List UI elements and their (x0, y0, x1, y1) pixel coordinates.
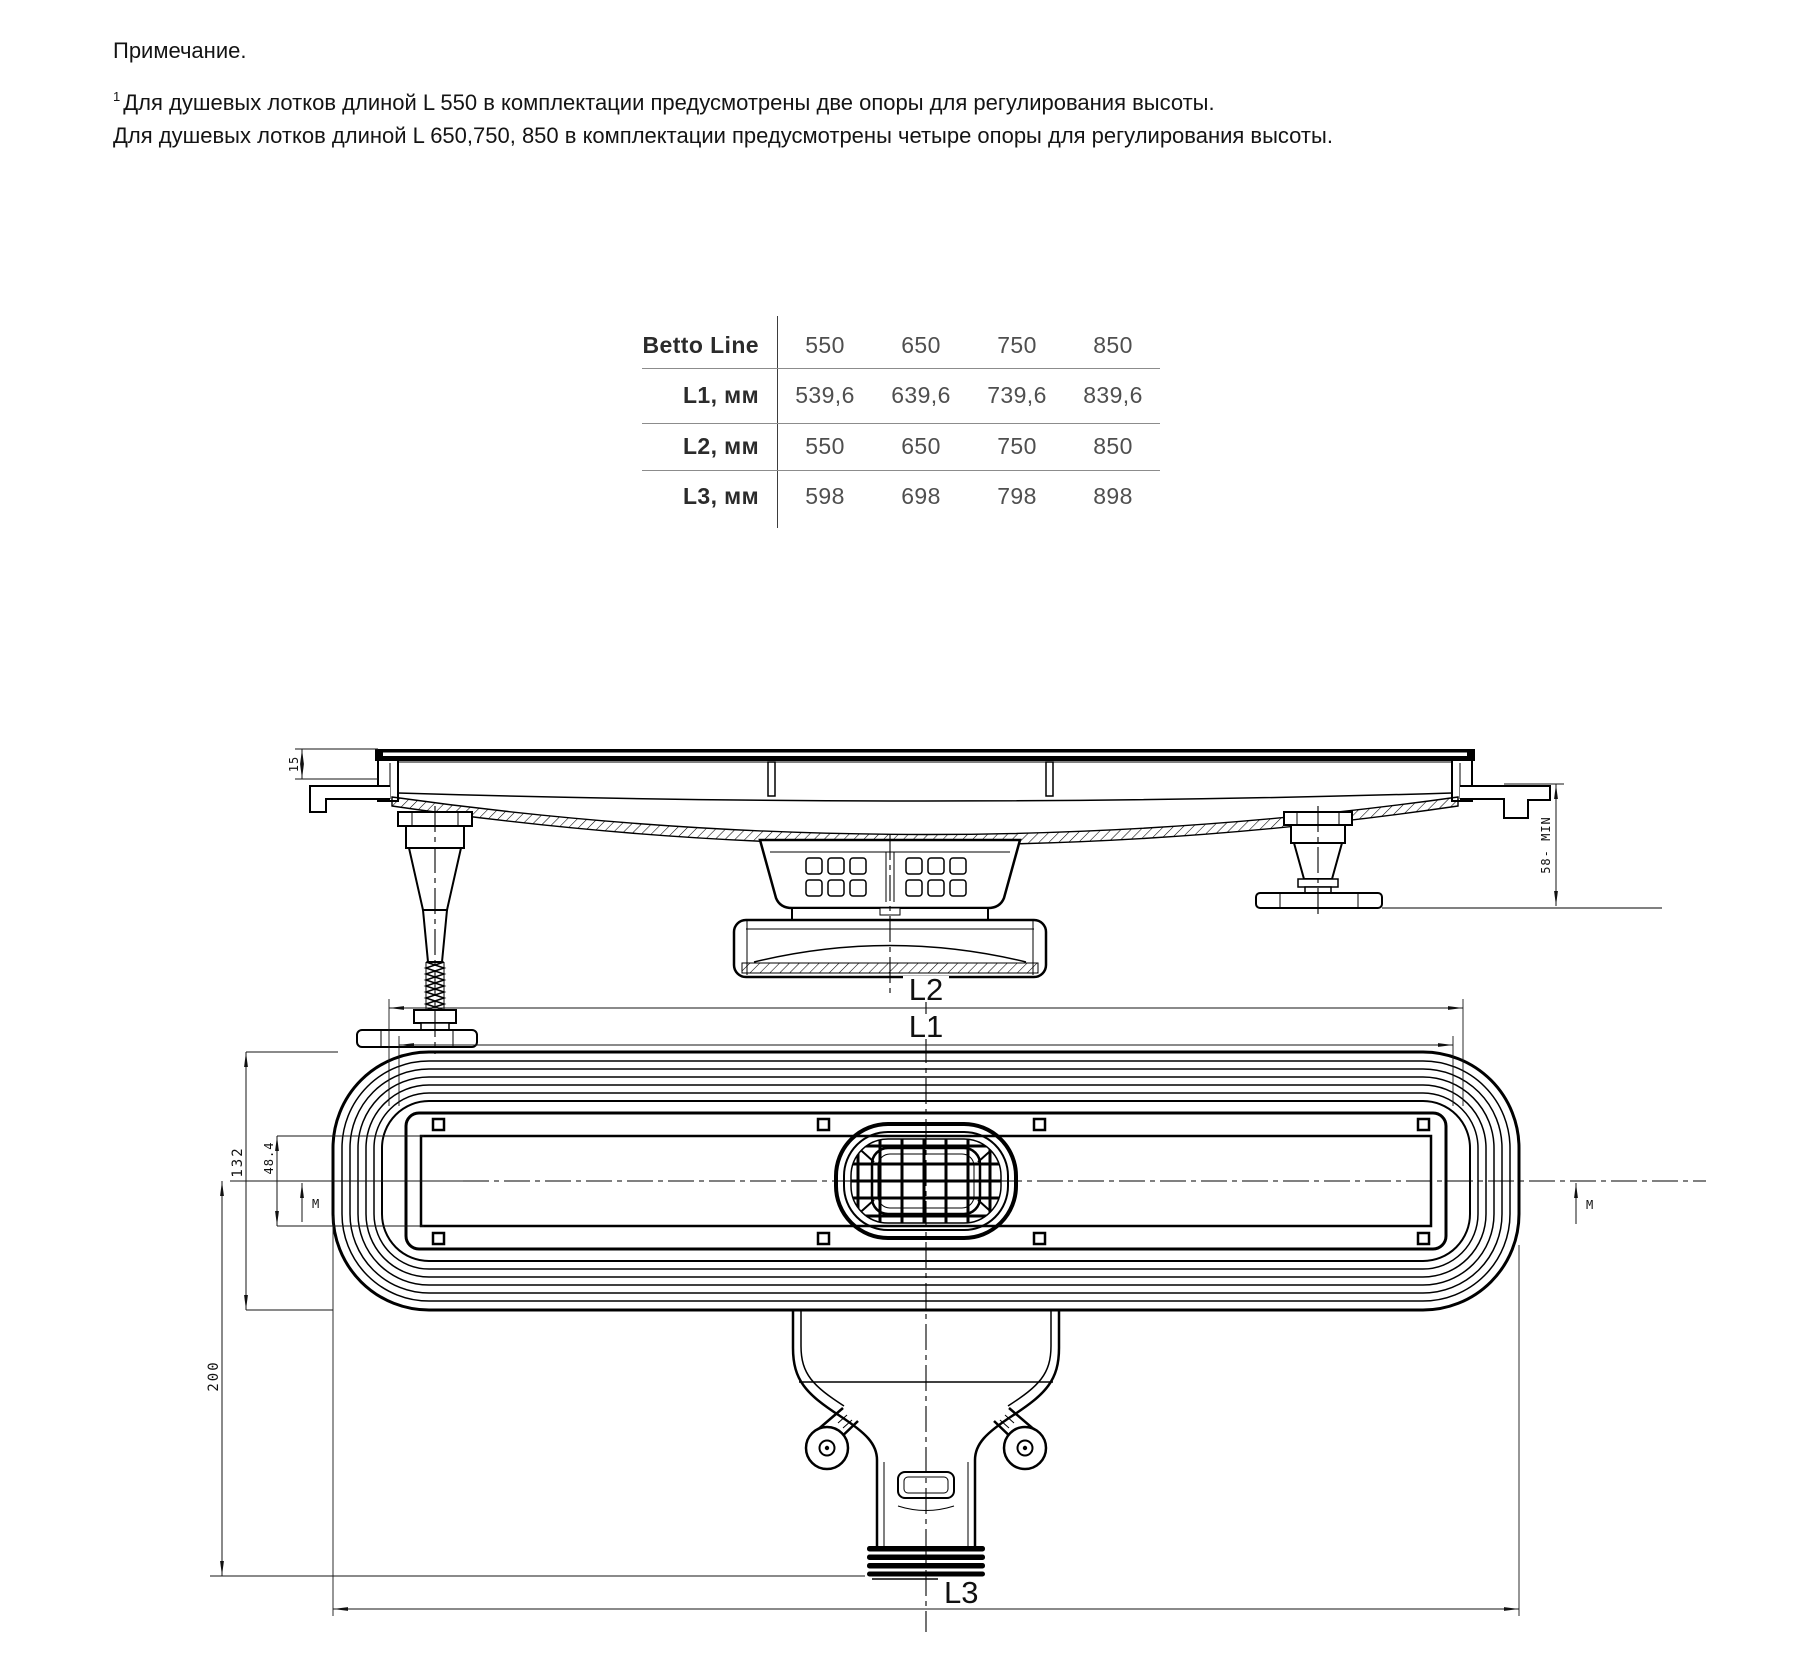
dim-l2-label: L2 (908, 972, 944, 1007)
dim-edge-height (287, 749, 378, 779)
footnote-marker: 1 (113, 89, 121, 104)
table-header-value: 750 (997, 331, 1037, 358)
table-cell: 839,6 (1083, 382, 1143, 408)
mark-m-right (1576, 1183, 1594, 1224)
table-cell: 750 (997, 433, 1037, 459)
table-cell: 598 (805, 482, 845, 509)
mark-m-left (302, 1183, 320, 1222)
dim-l1-label: L1 (908, 1009, 944, 1044)
dim-l3-label: L3 (944, 1575, 979, 1610)
table-cell: 739,6 (987, 382, 1047, 408)
dim-15-label: 15 (287, 755, 301, 773)
table-row-label: L1, мм (682, 382, 759, 408)
right-support-leg (1256, 806, 1662, 918)
table-row-label: L3, мм (682, 482, 759, 509)
table-cell: 798 (997, 482, 1037, 509)
dim-58min-label: 58- MIN (1539, 816, 1553, 874)
table-cell: 650 (901, 433, 941, 459)
table-header-value: 850 (1093, 331, 1133, 358)
table-cell: 550 (805, 433, 845, 459)
m-right-label: M (1586, 1198, 1595, 1212)
dim-132-label: 132 (230, 1146, 246, 1178)
m-left-label: M (312, 1197, 321, 1211)
dim-200-label: 200 (206, 1360, 222, 1392)
plan-view-drawing (206, 972, 1706, 1632)
table-header-value: 650 (901, 331, 941, 358)
table-header-value: 550 (805, 331, 845, 358)
table-cell: 639,6 (891, 382, 951, 408)
table-cell: 898 (1093, 482, 1133, 509)
note-line-2: Для душевых лотков длиной L 650,750, 850 в комплектации предусмотрены четыре опоры для регулирования высоты. (113, 123, 1333, 148)
table-cell: 698 (901, 482, 941, 509)
note-line-1: $^1$ Для душевых лотков длиной L 550 в комплектации предусмотрены две опоры для регулирования высоты. (113, 89, 1215, 115)
dim-48-label: 48.4 (262, 1141, 276, 1175)
table-cell: 850 (1093, 433, 1133, 459)
table-row-label: L2, мм (682, 433, 759, 459)
table-cell: 539,6 (795, 382, 855, 408)
note-title: Примечание. (113, 38, 247, 63)
drain-trap-side (734, 834, 1046, 994)
left-support-leg (357, 806, 477, 1054)
table-header-label: Betto Line (642, 331, 759, 358)
dim-outlet-offset (206, 1181, 865, 1576)
